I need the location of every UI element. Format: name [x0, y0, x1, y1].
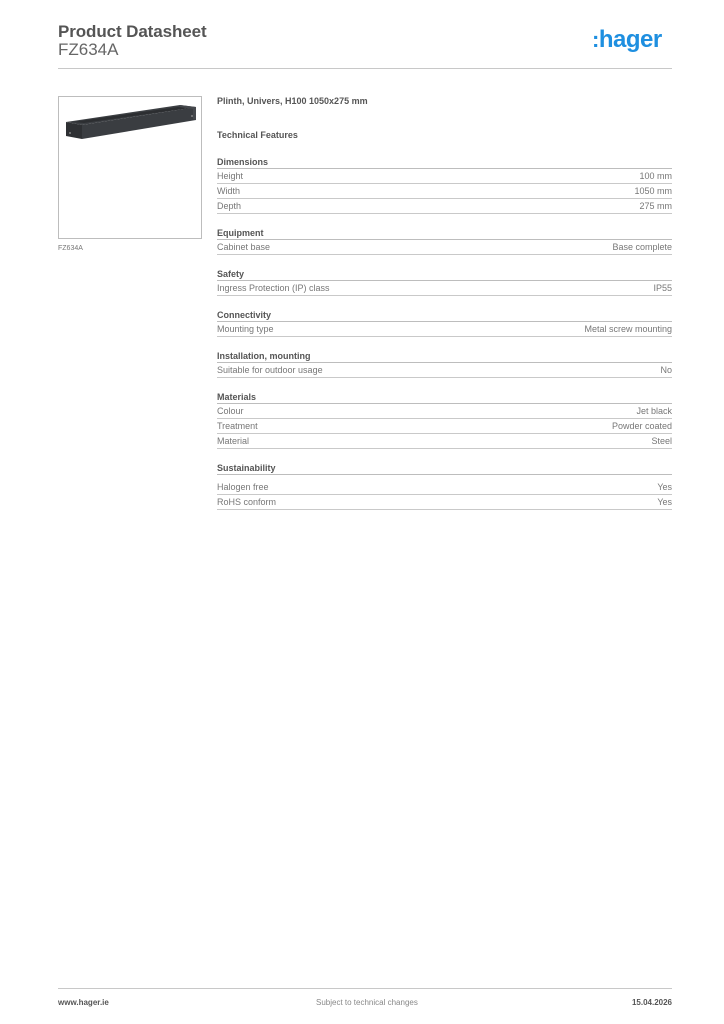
spec-label: Suitable for outdoor usage: [217, 365, 323, 375]
spec-value: 275 mm: [639, 201, 672, 211]
spec-value: Powder coated: [611, 421, 672, 431]
spec-label: Height: [217, 171, 244, 181]
spec-value: Jet black: [636, 406, 672, 416]
spec-row: [217, 199, 672, 214]
spec-row: [217, 281, 672, 296]
spec-value: IP55: [653, 283, 672, 293]
spec-row: [217, 240, 672, 255]
product-name: Plinth, Univers, H100 1050x275 mm: [217, 96, 368, 106]
group-title: Connectivity: [217, 310, 672, 322]
section-title: Technical Features: [217, 130, 298, 140]
header-divider: [58, 68, 672, 69]
spec-label: Halogen free: [217, 482, 269, 492]
datasheet-content: [217, 96, 672, 510]
plinth-icon: [62, 103, 198, 153]
spec-label: Ingress Protection (IP) class: [217, 283, 330, 293]
spec-row: [217, 419, 672, 434]
group-title: Equipment: [217, 228, 672, 240]
group-title: Sustainability: [217, 463, 672, 475]
spec-row: [217, 322, 672, 337]
spec-label: Treatment: [217, 421, 258, 431]
group-title: Dimensions: [217, 157, 672, 169]
spec-row: [217, 434, 672, 449]
spec-value: Yes: [657, 497, 672, 507]
spec-value: 1050 mm: [634, 186, 672, 196]
spec-value: Yes: [657, 482, 672, 492]
page-title: Product Datasheet: [58, 22, 207, 41]
group-connectivity: [217, 310, 672, 337]
spec-value: Metal screw mounting: [584, 324, 672, 334]
logo-text: hager: [598, 26, 662, 53]
group-title: Installation, mounting: [217, 351, 672, 363]
spec-label: Depth: [217, 201, 242, 211]
group-title: Safety: [217, 269, 672, 281]
product-code: FZ634A: [58, 40, 119, 59]
spec-row: [217, 480, 672, 495]
footer-notice: Subject to technical changes: [316, 998, 418, 1007]
spec-label: Mounting type: [217, 324, 274, 334]
spec-row: [217, 404, 672, 419]
footer-divider: [58, 988, 672, 989]
spec-row: [217, 169, 672, 184]
group-equipment: [217, 228, 672, 255]
spec-label: Cabinet base: [217, 242, 271, 252]
spec-row: [217, 363, 672, 378]
group-installation: [217, 351, 672, 378]
spec-label: Colour: [217, 406, 244, 416]
group-title: Materials: [217, 392, 672, 404]
group-sustainability: [217, 463, 672, 510]
logo-prefix: :: [592, 27, 599, 52]
spec-value: Steel: [651, 436, 672, 446]
footer-website-link[interactable]: www.hager.ie: [58, 998, 109, 1007]
spec-value: 100 mm: [639, 171, 672, 181]
product-image: [58, 96, 202, 239]
group-materials: [217, 392, 672, 449]
spec-value: No: [660, 365, 672, 375]
spec-row: [217, 184, 672, 199]
spec-row: [217, 495, 672, 510]
spec-label: Material: [217, 436, 250, 446]
spec-label: Width: [217, 186, 241, 196]
group-dimensions: [217, 157, 672, 214]
footer-date: 15.04.2026: [631, 998, 672, 1007]
group-safety: [217, 269, 672, 296]
image-caption: FZ634A: [58, 245, 83, 252]
hager-logo: [592, 28, 662, 52]
spec-value: Base complete: [612, 242, 672, 252]
spec-label: RoHS conform: [217, 497, 277, 507]
